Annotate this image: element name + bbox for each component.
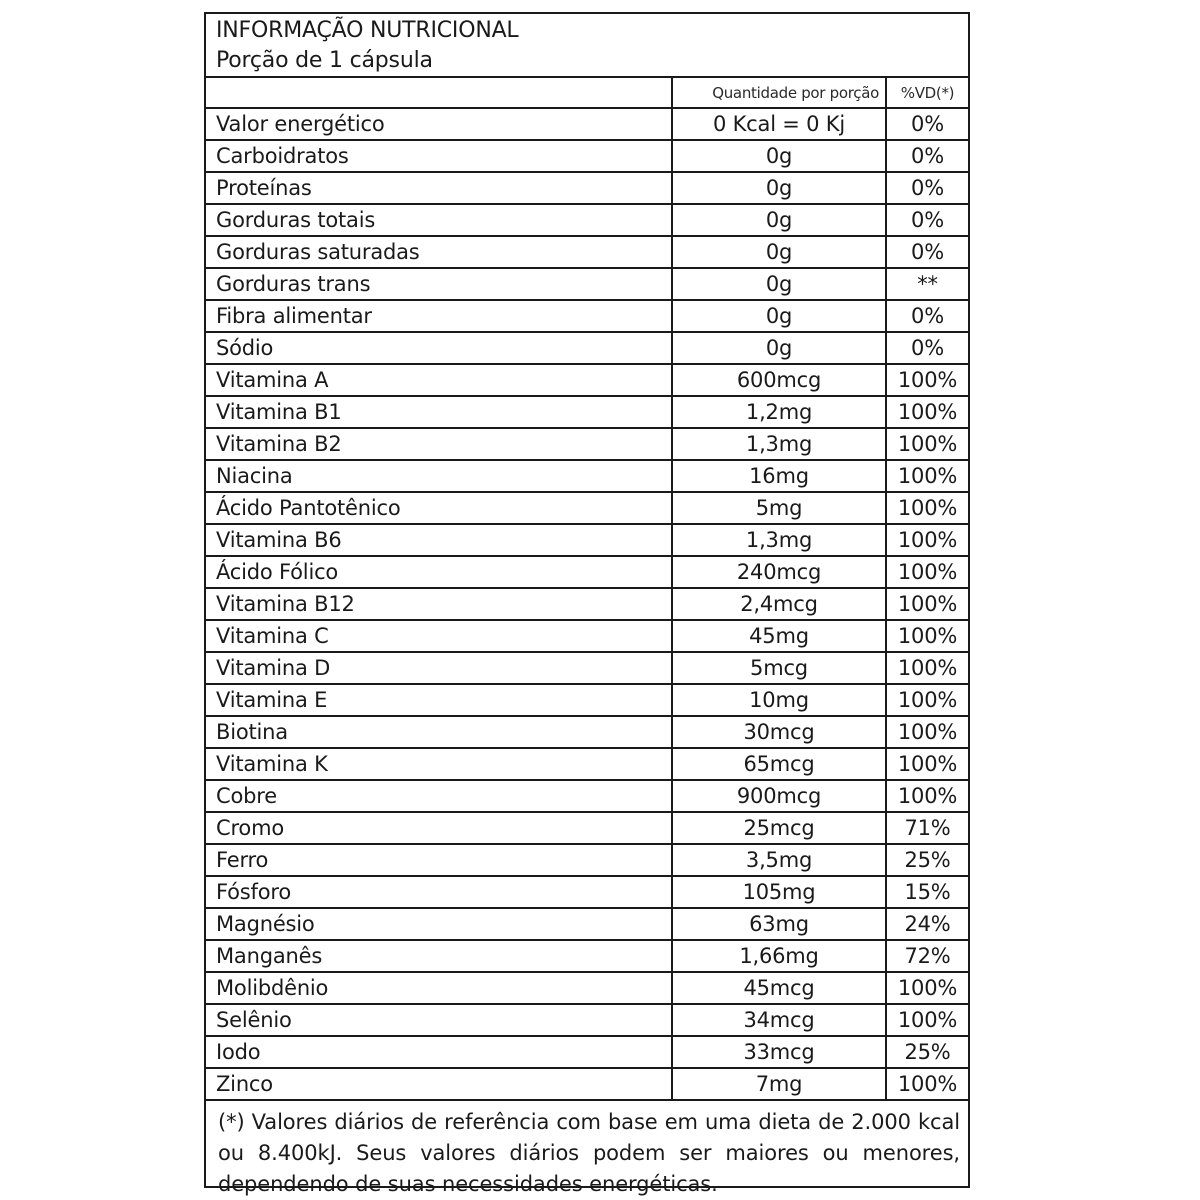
nutrient-daily-value: 25% xyxy=(886,844,968,876)
nutrient-quantity: 0g xyxy=(672,268,886,300)
nutrition-table-body xyxy=(206,108,968,1100)
nutrient-daily-value: 24% xyxy=(886,908,968,940)
nutrient-quantity: 1,3mg xyxy=(672,524,886,556)
nutrient-name: Vitamina E xyxy=(206,684,672,716)
nutrient-daily-value: 25% xyxy=(886,1036,968,1068)
table-row xyxy=(206,1068,968,1100)
table-row xyxy=(206,524,968,556)
nutrient-name: Vitamina A xyxy=(206,364,672,396)
nutrient-quantity: 25mcg xyxy=(672,812,886,844)
label-header xyxy=(206,14,968,78)
nutrient-daily-value: 0% xyxy=(886,108,968,140)
nutrient-name: Fibra alimentar xyxy=(206,300,672,332)
nutrient-quantity: 3,5mg xyxy=(672,844,886,876)
nutrient-quantity: 600mcg xyxy=(672,364,886,396)
nutrient-name: Vitamina D xyxy=(206,652,672,684)
nutrient-quantity: 0 Kcal = 0 Kj xyxy=(672,108,886,140)
nutrient-daily-value: 100% xyxy=(886,684,968,716)
nutrient-daily-value: 100% xyxy=(886,1004,968,1036)
table-row xyxy=(206,172,968,204)
nutrient-name: Gorduras saturadas xyxy=(206,236,672,268)
nutrient-daily-value: 100% xyxy=(886,396,968,428)
nutrient-daily-value: 100% xyxy=(886,748,968,780)
nutrient-name: Ferro xyxy=(206,844,672,876)
nutrient-quantity: 16mg xyxy=(672,460,886,492)
nutrient-quantity: 7mg xyxy=(672,1068,886,1100)
table-row xyxy=(206,716,968,748)
table-row xyxy=(206,1036,968,1068)
nutrient-quantity: 1,2mg xyxy=(672,396,886,428)
table-row xyxy=(206,300,968,332)
nutrient-name: Ácido Pantotênico xyxy=(206,492,672,524)
nutrient-daily-value: 100% xyxy=(886,716,968,748)
table-row xyxy=(206,844,968,876)
table-row xyxy=(206,332,968,364)
nutrient-daily-value: 0% xyxy=(886,140,968,172)
nutrient-quantity: 5mg xyxy=(672,492,886,524)
nutrient-daily-value: 100% xyxy=(886,364,968,396)
nutrient-quantity: 0g xyxy=(672,236,886,268)
nutrient-name: Niacina xyxy=(206,460,672,492)
table-row xyxy=(206,684,968,716)
nutrient-name: Magnésio xyxy=(206,908,672,940)
nutrient-daily-value: 100% xyxy=(886,428,968,460)
nutrient-quantity: 45mcg xyxy=(672,972,886,1004)
table-row xyxy=(206,460,968,492)
nutrient-quantity: 0g xyxy=(672,140,886,172)
table-row xyxy=(206,268,968,300)
nutrient-quantity: 0g xyxy=(672,332,886,364)
nutrient-quantity: 900mcg xyxy=(672,780,886,812)
nutrient-daily-value: 0% xyxy=(886,300,968,332)
nutrient-daily-value: 100% xyxy=(886,492,968,524)
nutrient-daily-value: 100% xyxy=(886,556,968,588)
nutrient-name: Gorduras totais xyxy=(206,204,672,236)
nutrition-table xyxy=(206,78,968,1101)
table-row xyxy=(206,140,968,172)
nutrient-quantity: 33mcg xyxy=(672,1036,886,1068)
table-row xyxy=(206,908,968,940)
table-row xyxy=(206,364,968,396)
nutrient-name: Carboidratos xyxy=(206,140,672,172)
nutrient-daily-value: 100% xyxy=(886,460,968,492)
nutrient-daily-value: 100% xyxy=(886,588,968,620)
table-row xyxy=(206,1004,968,1036)
nutrient-daily-value: 100% xyxy=(886,524,968,556)
table-row xyxy=(206,748,968,780)
nutrient-name: Cromo xyxy=(206,812,672,844)
nutrient-name: Proteínas xyxy=(206,172,672,204)
column-header-nutrient xyxy=(206,78,672,108)
nutrient-quantity: 1,66mg xyxy=(672,940,886,972)
nutrient-quantity: 63mg xyxy=(672,908,886,940)
nutrient-name: Vitamina C xyxy=(206,620,672,652)
portion-size: Porção de 1 cápsula xyxy=(216,48,433,73)
nutrient-quantity: 105mg xyxy=(672,876,886,908)
label-title: INFORMAÇÃO NUTRICIONAL xyxy=(216,18,519,43)
table-row xyxy=(206,972,968,1004)
footnote: (*) Valores diários de referência com base em uma dieta de 2.000 kcal ou 8.400kJ. Seus valores diários podem ser maiores ou menores, dependendo de suas necessidades energéticas. xyxy=(218,1110,960,1196)
table-row xyxy=(206,812,968,844)
nutrient-quantity: 0g xyxy=(672,300,886,332)
nutrient-daily-value: ** xyxy=(886,268,968,300)
nutrient-quantity: 30mcg xyxy=(672,716,886,748)
column-header-quantity: Quantidade por porção xyxy=(672,78,886,108)
table-row xyxy=(206,236,968,268)
nutrient-name: Ácido Fólico xyxy=(206,556,672,588)
nutrient-name: Vitamina B1 xyxy=(206,396,672,428)
nutrient-name: Molibdênio xyxy=(206,972,672,1004)
table-row xyxy=(206,780,968,812)
nutrient-quantity: 10mg xyxy=(672,684,886,716)
nutrient-name: Sódio xyxy=(206,332,672,364)
nutrient-name: Fósforo xyxy=(206,876,672,908)
table-row xyxy=(206,396,968,428)
nutrient-daily-value: 0% xyxy=(886,172,968,204)
nutrient-daily-value: 0% xyxy=(886,204,968,236)
table-row xyxy=(206,620,968,652)
column-header-vd: %VD(*) xyxy=(886,78,968,108)
table-row xyxy=(206,492,968,524)
nutrient-quantity: 0g xyxy=(672,172,886,204)
nutrient-daily-value: 72% xyxy=(886,940,968,972)
nutrient-daily-value: 71% xyxy=(886,812,968,844)
nutrient-quantity: 2,4mcg xyxy=(672,588,886,620)
nutrient-quantity: 5mcg xyxy=(672,652,886,684)
table-row xyxy=(206,652,968,684)
nutrient-name: Zinco xyxy=(206,1068,672,1100)
nutrient-quantity: 34mcg xyxy=(672,1004,886,1036)
nutrient-daily-value: 100% xyxy=(886,972,968,1004)
table-row xyxy=(206,940,968,972)
nutrient-name: Valor energético xyxy=(206,108,672,140)
nutrient-name: Gorduras trans xyxy=(206,268,672,300)
nutrient-name: Cobre xyxy=(206,780,672,812)
nutrient-name: Manganês xyxy=(206,940,672,972)
nutrient-name: Vitamina B6 xyxy=(206,524,672,556)
table-row xyxy=(206,204,968,236)
nutrient-daily-value: 100% xyxy=(886,1068,968,1100)
nutrient-quantity: 0g xyxy=(672,204,886,236)
table-header-row xyxy=(206,78,968,108)
table-row xyxy=(206,876,968,908)
table-row xyxy=(206,588,968,620)
nutrient-quantity: 65mcg xyxy=(672,748,886,780)
nutrient-daily-value: 100% xyxy=(886,620,968,652)
nutrient-name: Vitamina K xyxy=(206,748,672,780)
nutrient-quantity: 45mg xyxy=(672,620,886,652)
nutrient-name: Vitamina B12 xyxy=(206,588,672,620)
nutrient-name: Vitamina B2 xyxy=(206,428,672,460)
nutrient-daily-value: 0% xyxy=(886,236,968,268)
nutrient-name: Selênio xyxy=(206,1004,672,1036)
nutrient-daily-value: 0% xyxy=(886,332,968,364)
nutrient-quantity: 1,3mg xyxy=(672,428,886,460)
nutrient-name: Iodo xyxy=(206,1036,672,1068)
nutrient-daily-value: 15% xyxy=(886,876,968,908)
table-row xyxy=(206,108,968,140)
table-row xyxy=(206,428,968,460)
nutrition-facts-label xyxy=(204,12,970,1196)
table-row xyxy=(206,556,968,588)
nutrient-daily-value: 100% xyxy=(886,652,968,684)
nutrient-quantity: 240mcg xyxy=(672,556,886,588)
nutrient-daily-value: 100% xyxy=(886,780,968,812)
nutrient-name: Biotina xyxy=(206,716,672,748)
